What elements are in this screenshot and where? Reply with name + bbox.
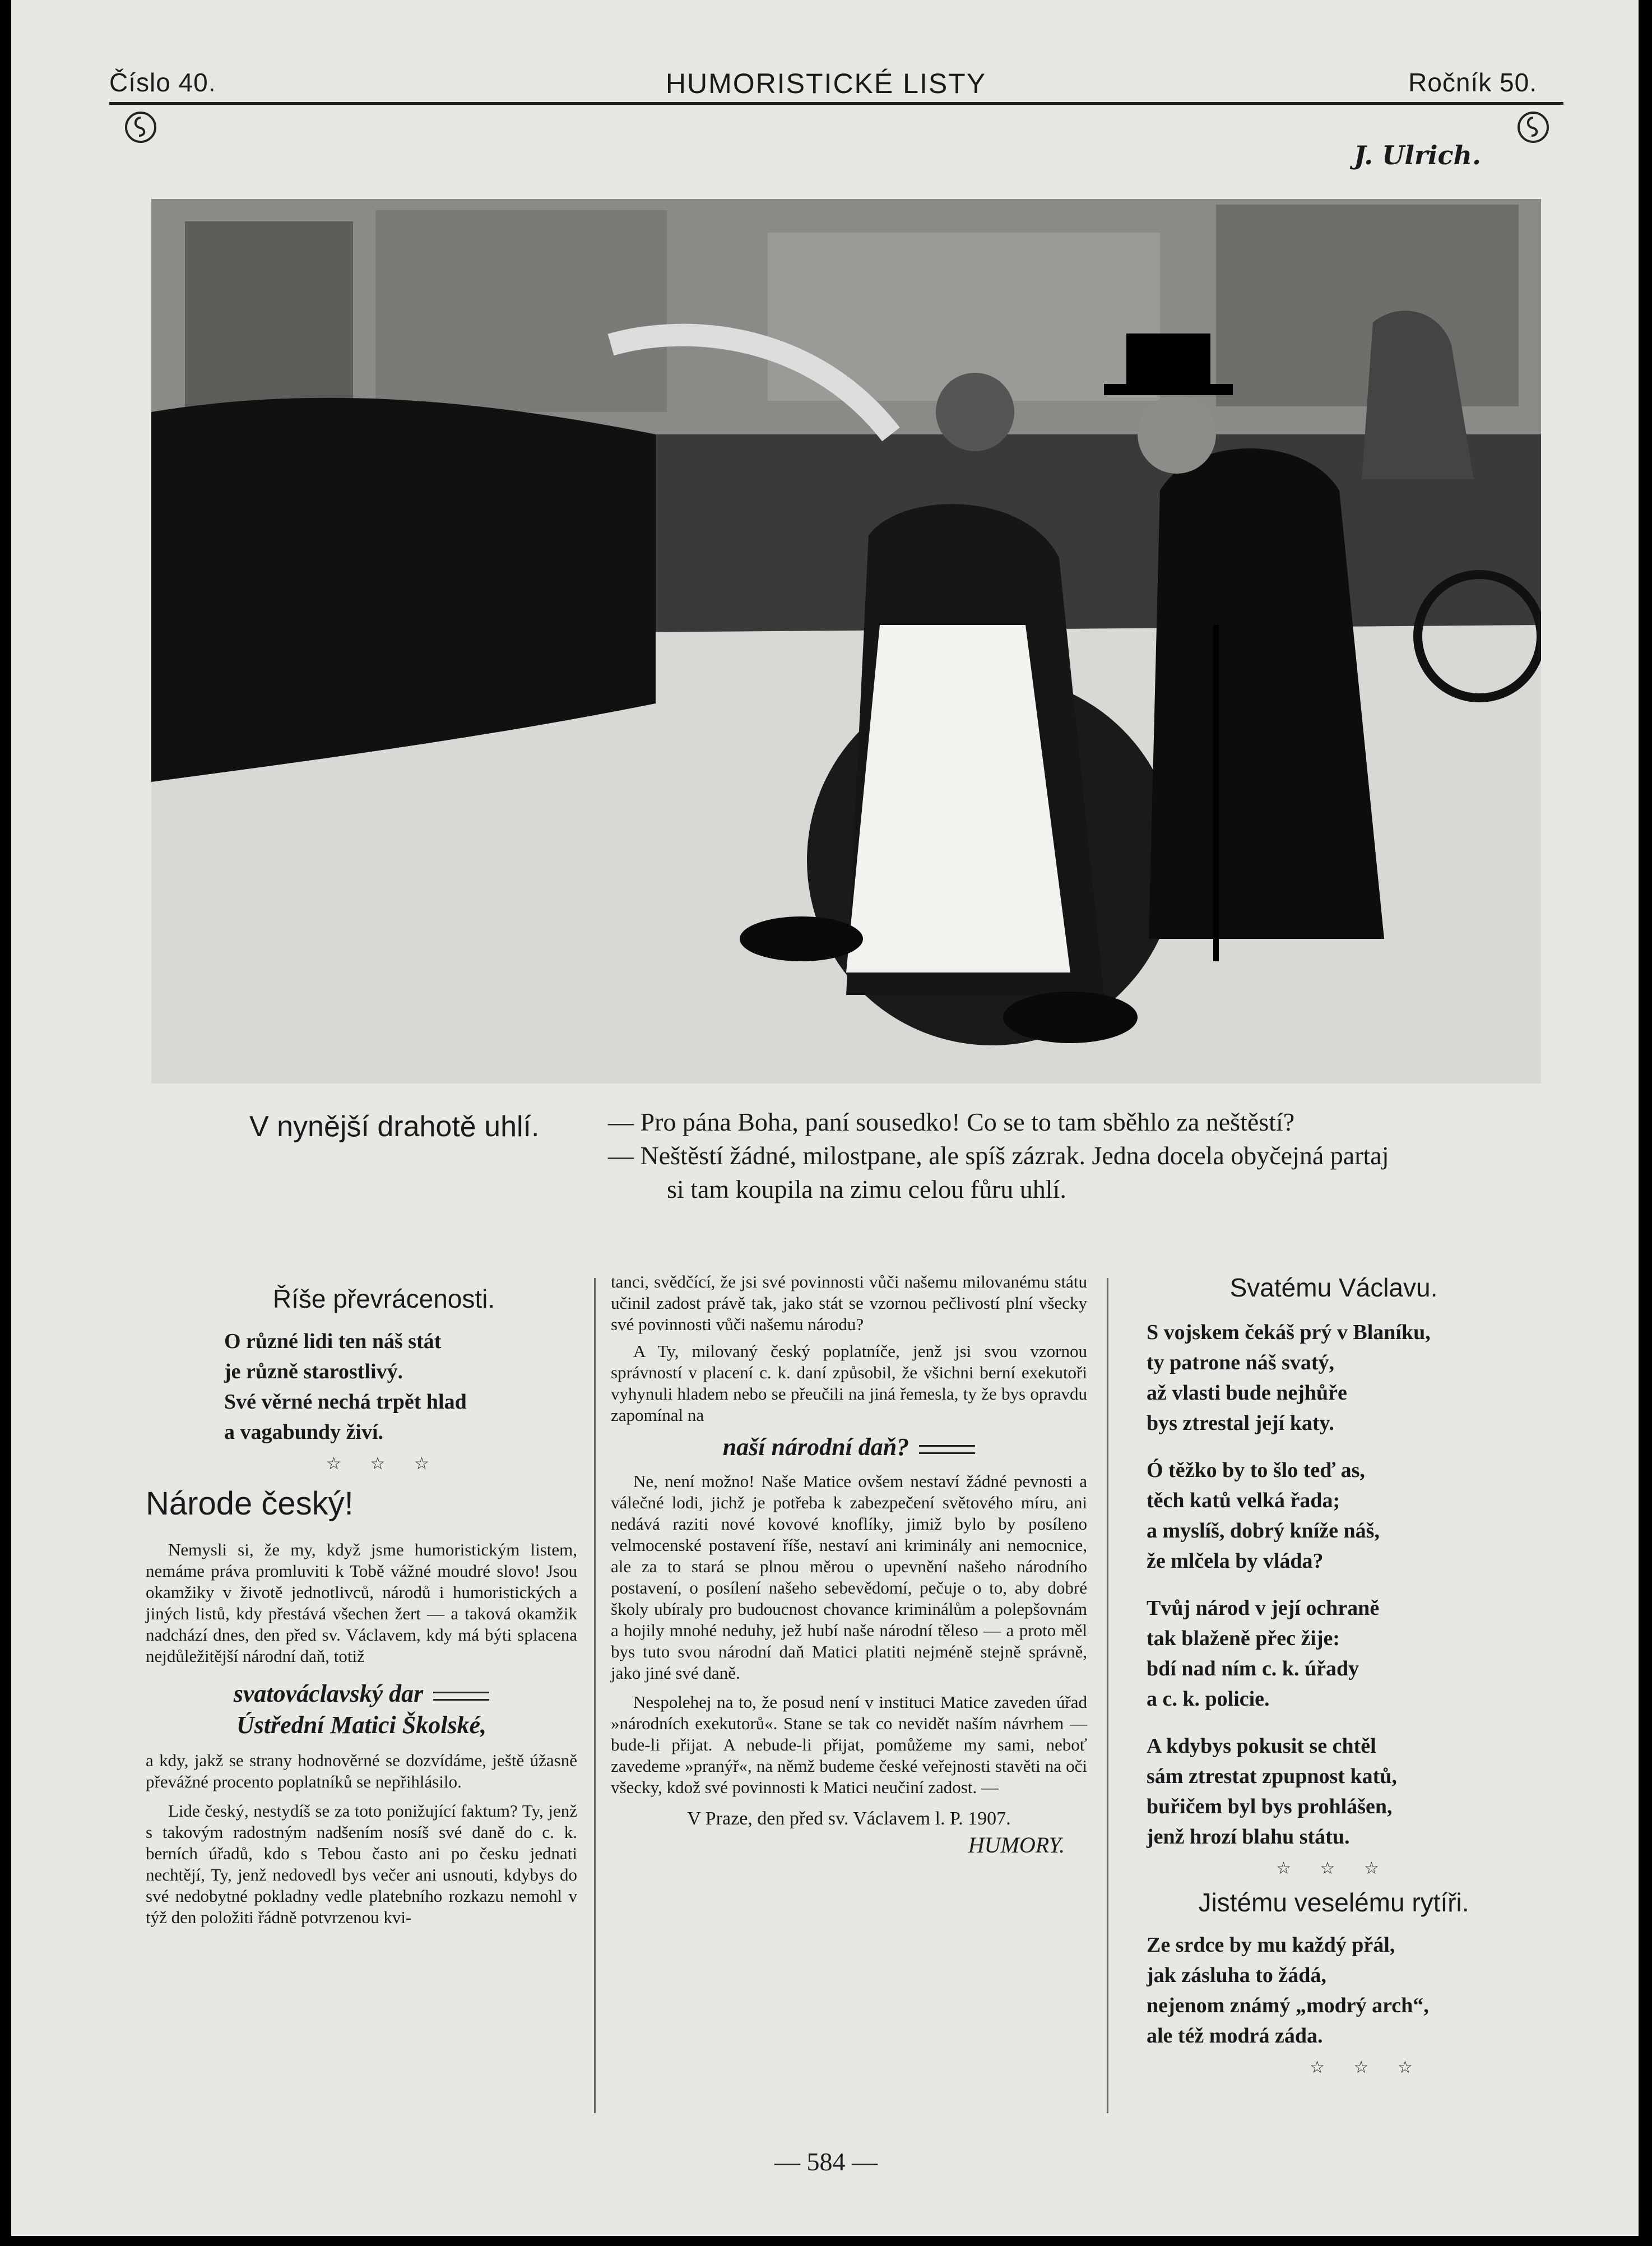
poem-line: ty patrone náš svatý, (1147, 1351, 1334, 1374)
ornament-right-icon (1516, 110, 1551, 145)
poem-line: a myslíš, dobrý kníže náš, (1147, 1519, 1380, 1543)
column-right (1138, 1267, 1530, 2084)
article-paragraph: Ne, není možno! Naše Matice ovšem nestaví žádné pevnosti a válečné lodi, jichž je potřeba k zabezpečení světového míru, ani nedává raziti nové kovové knoflíky, jimiž bylo by posíleno velmocenské postavení říše, nestaví ani kriminály ani nemocnice, ale za to stará se plnou měrou o upevnění našeho národního postavení, o posílení našeho sebevědomí, pečuje o to, aby dobré školy ubíraly pro budoucnost chovance kriminálům a polepšovnám a hojily mnohé neduhy, jež hubí naše národní těleso — a proto měl bys tuto svou národní daň Matici platiti nejméně stejně správně, jako jiné své daně. (611, 1471, 1087, 1683)
poem-title: Jistému veselému rytíři. (1198, 1888, 1469, 1917)
header-rule (109, 102, 1563, 105)
article-heading: Národe český! (146, 1485, 354, 1522)
ornament-left-icon (123, 110, 158, 145)
dialogue-line: — Pro pána Boha, paní sousedko! Co se to tam sběhlo za neštěstí? (608, 1108, 1295, 1136)
callout-text: svatováclavský dar (233, 1680, 424, 1707)
volume-number: Ročník 50. (1408, 68, 1537, 97)
star-separator-icon: ☆ ☆ ☆ (1276, 1859, 1391, 1878)
poem-line: S vojskem čekáš prý v Blaníku, (1147, 1321, 1431, 1344)
dialogue-line: si tam koupila na zimu celou fůru uhlí. (667, 1175, 1066, 1203)
poem-line: až vlasti bude nejhůře (1147, 1381, 1347, 1405)
article-callout: Ústřední Matici Školské, (236, 1711, 487, 1739)
poem-line: že mlčela by vláda? (1147, 1549, 1324, 1573)
dialogue-line: — Neštěstí žádné, milostpane, ale spíš zázrak. Jedna docela obyčejná partaj (608, 1141, 1389, 1170)
poem-line: O různé lidi ten náš stát (224, 1330, 442, 1353)
poem-line: Tvůj národ v její ochraně (1147, 1596, 1380, 1620)
poem-line: Své věrné nechá trpět hlad (224, 1390, 467, 1414)
poem-line: bdí nad ním c. k. úřady (1147, 1657, 1359, 1680)
masthead: HUMORISTICKÉ LISTY (665, 68, 987, 99)
poem-line: Ze srdce by mu každý přál, (1147, 1933, 1395, 1957)
page-number: — 584 — (774, 2147, 878, 2176)
article-paragraph: tanci, svědčící, že jsi své povinnosti vůči našemu milovanému státu učinil zadost právě tak, jako stát se vzornou pečlivostí plní všecky své povinnosti vůči našemu národu? (611, 1272, 1087, 1334)
cartoon-illustration (151, 199, 1541, 1083)
poem-line: bys ztrestal její katy. (1147, 1411, 1334, 1435)
scan-border-right (1639, 0, 1652, 2246)
double-rule (919, 1445, 975, 1454)
callout-text: naší národní daň? (722, 1433, 909, 1461)
article-paragraph: A Ty, milovaný český poplatníče, jenž jsi svou vzornou správností v placení c. k. daní způsobil, že všichni berní exekutoři vyhynuli hladem nebo se přeučili na jiná řemesla, ty že bys opravdu zapomínal na (611, 1341, 1087, 1425)
poem-line: jak zásluha to žádá, (1147, 1963, 1326, 1987)
poem-line: nejenom známý „modrý arch“, (1147, 1994, 1429, 2017)
poem-line: tak blaženě přec žije: (1147, 1627, 1340, 1650)
article-paragraph: Nemysli si, že my, když jsme humoristickým listem, nemáme práva promluviti k Tobě vážné moudré slovo! Jsou okamžiky v životě jednotlivců, národů i humoristických a jiných listů, kdy přestává všechen žert — a taková okamžik nadchází dnes, den před sv. Václavem, kdy má býti splacena nejdůležitější národní daň, totiž (146, 1540, 577, 1666)
article-paragraph: a kdy, jakž se strany hodnověrné se dozvídáme, ještě úžasně převážné procento poplatníků se nepřihlásilo. (146, 1751, 577, 1791)
poem-stanza (1147, 1455, 1530, 1576)
poem-line: jenž hrozí blahu státu. (1147, 1825, 1350, 1849)
poem-line: a vagabundy živí. (224, 1420, 384, 1444)
issue-number: Číslo 40. (109, 68, 216, 97)
poem-title: Říše převrácenosti. (272, 1284, 495, 1313)
artist-signature: J. Ulrich. (1354, 140, 1481, 170)
star-separator-icon: ☆ ☆ ☆ (1310, 2058, 1425, 2077)
double-rule (433, 1692, 489, 1701)
article-paragraph: Nespolehej na to, že posud není v instituci Matice zaveden úřad »národních exekutorů«. Stane se tak co nevidět naším návrhem — bude-li přijat. A nebude-li přijat, pomůžeme my sami, neboť zavedeme »pranýř«, na němž budeme české veřejnosti stavěti na oči všecky, kdož své povinnosti k Matici neučiní zadost. — (611, 1692, 1087, 1797)
poem-title: Svatému Václavu. (1229, 1273, 1438, 1302)
star-separator-icon: ☆ ☆ ☆ (326, 1455, 442, 1473)
column-middle (611, 1267, 1087, 1858)
poem-stanza (1147, 1731, 1530, 1852)
poem-line: a c. k. policie. (1147, 1687, 1270, 1711)
poem-line: je různě starostlivý. (224, 1360, 403, 1383)
article-paragraph: Lide český, nestydíš se za toto ponižující faktum? Ty, jenž s takovým radostným nadšením nosíš své daně do c. k. berních úřadů, kdo s Tebou často ani po česku jednati nechtějí, Ty, jenž nedovedl bys večer ani usnouti, kdybys do své nedobytné pokladny vedle platebního rozkazu nemohl v týž den položiti řádně potvrzenou kvi- (146, 1801, 577, 1927)
street-scene-drawing (151, 199, 1541, 1083)
poem-stanza (1147, 1317, 1530, 1438)
poem-stanza (1147, 1593, 1530, 1714)
article-callout (611, 1432, 1087, 1463)
poem-line: buřičem byl bys prohlášen, (1147, 1795, 1393, 1818)
poem-line: Ó těžko by to šlo teď as, (1147, 1458, 1365, 1482)
poem-line: sám ztrestat zpupnost katů, (1147, 1765, 1397, 1788)
article-callout (146, 1678, 577, 1710)
column-divider (594, 1278, 596, 2113)
poem-line: A kdybys pokusit se chtěl (1147, 1734, 1376, 1758)
illustration-dialogue (608, 1105, 1505, 1206)
article-dateline: V Praze, den před sv. Václavem l. P. 1907. (687, 1808, 1011, 1829)
column-divider (1107, 1278, 1108, 2113)
poem-line: ale též modrá záda. (1147, 2024, 1323, 2048)
article-signature: HUMORY. (968, 1832, 1065, 1858)
illustration-caption-title: V nynější drahotě uhlí. (249, 1110, 540, 1143)
column-left (146, 1267, 577, 1928)
poem-line: těch katů velká řada; (1147, 1489, 1340, 1512)
scan-border-bottom (0, 2236, 1652, 2246)
scan-border-left (0, 0, 11, 2246)
